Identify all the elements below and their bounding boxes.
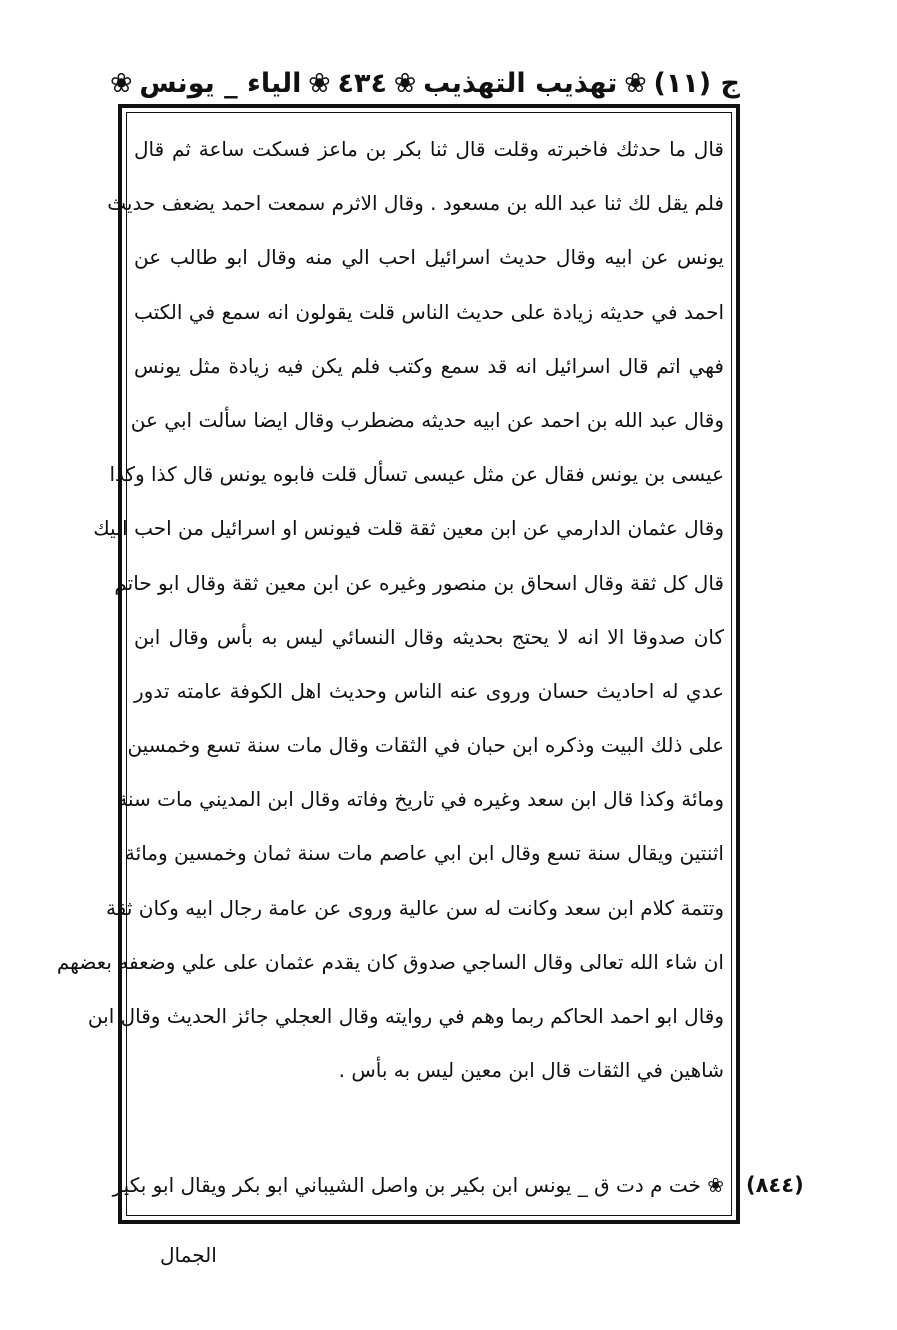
entry-heading bbox=[112, 1160, 724, 1210]
ornament-flower-icon: ❀ bbox=[393, 67, 417, 99]
text-line: عدي له احاديث حسان وروى عنه الناس وحديث اهل الكوفة عامته تدور bbox=[134, 678, 724, 703]
text-line: قال كل ثقة وقال اسحاق بن منصور وغيره عن ابن معين ثقة وقال ابو حاتم bbox=[114, 570, 724, 595]
text-line: وتتمة كلام ابن سعد وكانت له سن عالية وروى عن عامة رجال ابيه وكان ثقة bbox=[106, 895, 724, 920]
text-line: عيسى بن يونس فقال عن مثل عيسى تسأل قلت فابوه يونس قال كذا وكذا bbox=[109, 462, 724, 487]
body-text bbox=[56, 122, 724, 1097]
text-line: ان شاء الله تعالى وقال الساجي صدوق كان يقدم عثمان على علي وضعفه بعضهم bbox=[56, 949, 724, 974]
section-heading: الياء _ يونس bbox=[139, 67, 302, 99]
text-line: فلم يقل لك ثنا عبد الله بن مسعود . وقال الاثرم سمعت احمد يضعف حديث bbox=[107, 191, 724, 216]
text-line: اثنتين ويقال سنة تسع وقال ابن ابي عاصم مات سنة ثمان وخمسين ومائة bbox=[124, 841, 724, 866]
entry-text: خت م دت ق _ يونس ابن بكير بن واصل الشيباني ابو بكر ويقال ابو بكير bbox=[112, 1173, 701, 1197]
ornament-flower-icon: ❀ bbox=[624, 67, 647, 99]
text-line: يونس عن ابيه وقال حديث اسرائيل احب الي منه وقال ابو طالب عن bbox=[134, 245, 724, 270]
text-line: كان صدوقا الا انه لا يحتج بحديثه وقال النسائي ليس به بأس وقال ابن bbox=[134, 624, 724, 649]
text-line: وقال عبد الله بن احمد عن ابيه حديثه مضطرب وقال ايضا سألت ابي عن bbox=[130, 407, 724, 432]
running-head bbox=[110, 58, 740, 108]
ornament-flower-icon: ❀ bbox=[110, 67, 133, 99]
text-line: وقال عثمان الدارمي عن ابن معين ثقة قلت فيونس او اسرائيل من احب اليك bbox=[93, 516, 724, 541]
ornament-flower-icon: ❀ bbox=[308, 67, 331, 99]
text-line: وقال ابو احمد الحاكم ربما وهم في روايته وقال العجلي جائز الحديث وقال ابن bbox=[87, 1004, 724, 1028]
ornament-flower-icon: ❀ bbox=[707, 1173, 724, 1197]
page-number: ٤٣٤ bbox=[337, 67, 387, 99]
text-line: شاهين في الثقات قال ابن معين ليس به بأس . bbox=[338, 1058, 724, 1083]
volume-number: ج (١١) bbox=[653, 67, 740, 99]
text-line: فهي اتم قال اسرائيل انه قد سمع وكتب فلم يكن فيه زيادة مثل يونس bbox=[134, 353, 724, 378]
text-line: قال ما حدثك فاخبرته وقلت قال ثنا بكر بن ماعز فسكت ساعة ثم قال bbox=[134, 137, 724, 161]
book-title: تهذيب التهذيب bbox=[423, 67, 618, 99]
catchword: الجمال bbox=[160, 1243, 217, 1267]
text-line: احمد في حديثه زيادة على حديث الناس قلت يقولون انه سمع في الكتب bbox=[134, 299, 724, 324]
text-line: على ذلك البيت وذكره ابن حبان في الثقات وقال مات سنة تسع وخمسين bbox=[127, 733, 724, 758]
text-line: ومائة وكذا قال ابن سعد وغيره في تاريخ وفاته وقال ابن المديني مات سنة bbox=[117, 787, 724, 812]
entry-number: (٨٤٤) bbox=[746, 1173, 804, 1197]
